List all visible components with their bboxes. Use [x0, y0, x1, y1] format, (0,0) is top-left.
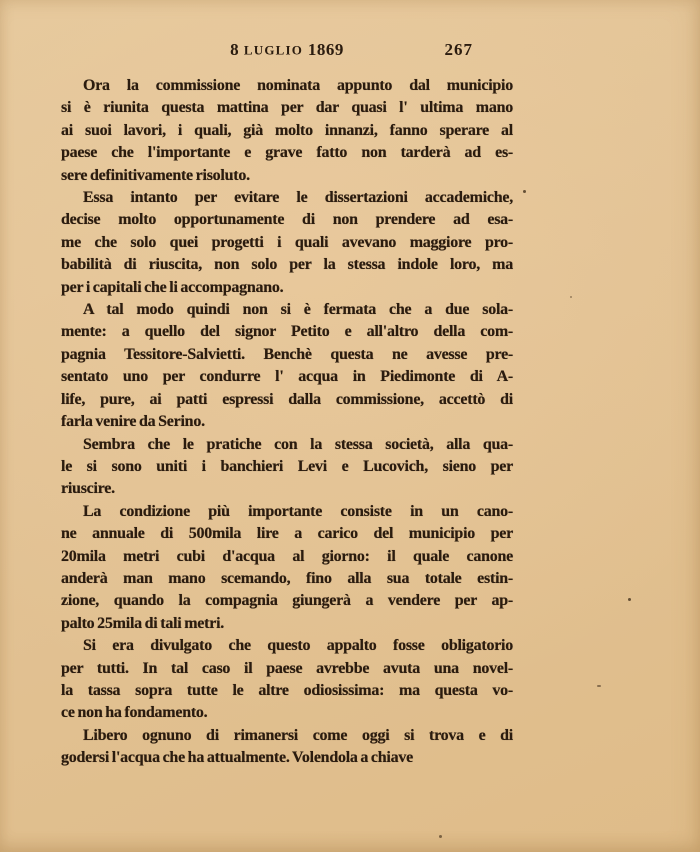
text-line: palto 25mila di tali metri. [61, 614, 225, 632]
scan-speck [597, 685, 601, 687]
scan-speck [523, 190, 526, 193]
text-line: decise molto opportunamente di non prendere ad esa- [61, 211, 513, 229]
text-line: mente: a quello del signor Petito e all'altro della com- [61, 323, 513, 341]
text-line: ne annuale di 500mila lire a carico del municipio per [61, 525, 513, 543]
text-line: sentato uno per condurre l' acqua in Piedimonte di A- [61, 368, 513, 386]
text-line: godersi l'acqua che ha attualmente. Volendola a chiave [61, 749, 413, 767]
text-line: per i capitali che li accompagnano. [61, 278, 284, 296]
text-line: ai suoi lavori, i quali, già molto innanzi, fanno sperare al [61, 121, 513, 139]
date-year: 1869 [307, 40, 344, 59]
page-number: 267 [444, 40, 473, 59]
text-line: anderà man mano scemando, fino alla sua totale estin- [61, 569, 513, 587]
paragraph [61, 725, 513, 770]
date-day: 8 [230, 40, 240, 59]
page-content [61, 40, 513, 770]
body-text [61, 75, 513, 770]
text-line: Libero ognuno di rimanersi come oggi si trova e di [83, 726, 513, 744]
text-line: ce non ha fondamento. [61, 704, 208, 722]
text-line: pagnia Tessitore-Salvietti. Benchè questa ne avesse pre- [61, 345, 513, 363]
running-head [61, 40, 513, 64]
text-line: Sembra che le pratiche con la stessa società, alla qua- [83, 435, 513, 453]
scan-speck [439, 835, 442, 838]
text-line: me che solo quei progetti i quali avevano maggiore pro- [61, 233, 513, 251]
text-line: si è riunita questa mattina per dar quasi l' ultima mano [61, 99, 513, 117]
text-line: A tal modo quindi non si è fermata che a due sola- [83, 301, 513, 319]
text-line: sere definitivamente risoluto. [61, 166, 250, 184]
paragraph [61, 501, 513, 635]
text-line: per tutti. In tal caso il paese avrebbe avuta una novel- [61, 659, 513, 677]
text-line: La condizione più importante consiste in un cano- [83, 502, 513, 520]
scan-speck [628, 598, 631, 601]
text-line: la tassa sopra tutte le altre odiosissima: ma questa vo- [61, 681, 513, 699]
text-line: farla venire da Serino. [61, 413, 205, 431]
date-month: LUGLIO [243, 42, 304, 58]
paragraph [61, 187, 513, 299]
text-line: life, pure, ai patti espressi dalla commissione, accettò di [61, 390, 513, 408]
text-line: le si sono uniti i banchieri Levi e Lucovich, sieno per [61, 457, 513, 475]
text-line: 20mila metri cubi d'acqua al giorno: il quale canone [61, 547, 513, 565]
text-line: riuscire. [61, 480, 115, 498]
paragraph [61, 75, 513, 187]
text-line: babilità di riuscita, non solo per la stessa indole loro, ma [61, 256, 513, 274]
scan-speck [570, 296, 572, 298]
text-line: Si era divulgato che questo appalto fosse obligatorio [83, 637, 513, 655]
paragraph [61, 299, 513, 433]
text-line: Essa intanto per evitare le dissertazioni accademiche, [83, 189, 513, 207]
text-line: Ora la commissione nominata appunto dal municipio [83, 77, 513, 94]
text-line: zione, quando la compagnia giungerà a vendere per ap- [61, 592, 513, 610]
text-line: paese che l'importante e grave fatto non tarderà ad es- [61, 144, 513, 162]
paragraph [61, 635, 513, 725]
paragraph [61, 434, 513, 501]
